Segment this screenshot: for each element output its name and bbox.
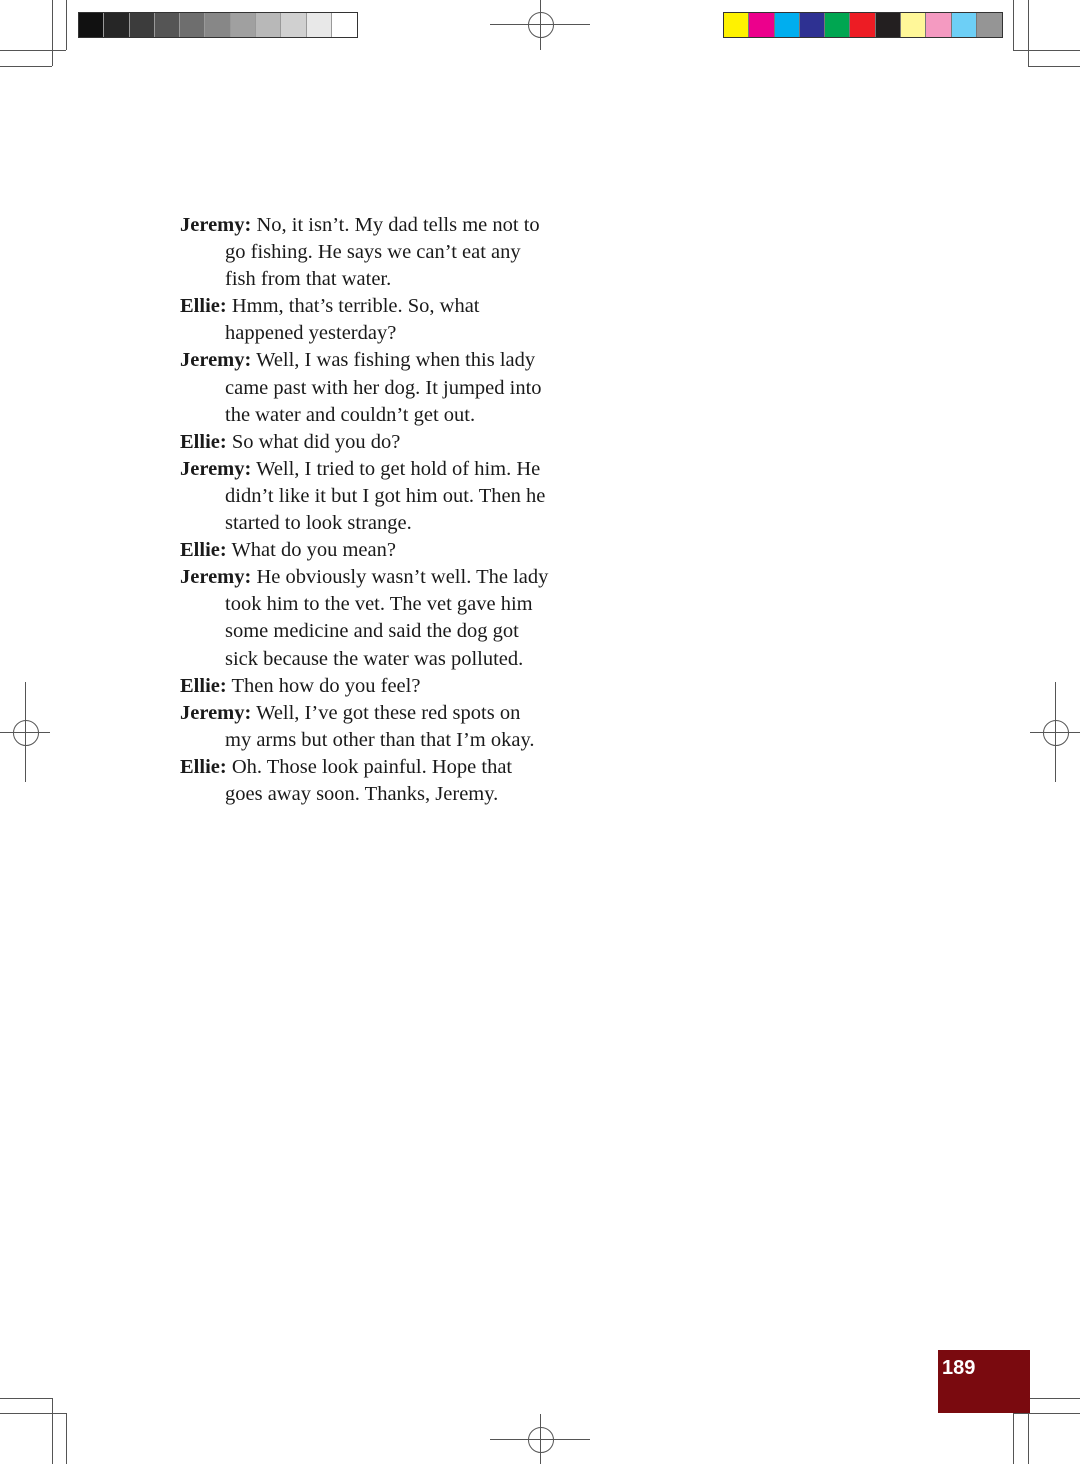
color-swatch <box>876 13 901 37</box>
color-swatch <box>749 13 774 37</box>
color-swatch <box>977 13 1002 37</box>
color-swatch <box>724 13 749 37</box>
color-swatch <box>800 13 825 37</box>
page-number: 189 <box>942 1357 976 1379</box>
cmyk-color-bar <box>723 12 1003 38</box>
dialogue-line <box>180 456 550 537</box>
gray-swatch <box>104 13 129 37</box>
gray-swatch <box>307 13 332 37</box>
speech-text: No, it isn’t. My dad tells me not to go fishing. He says we can’t eat any fish from that water. <box>225 214 540 291</box>
dialogue-line <box>180 293 550 347</box>
speaker-name: Ellie: <box>180 755 227 778</box>
gray-swatch <box>79 13 104 37</box>
gray-swatch <box>256 13 281 37</box>
dialogue-line <box>180 700 550 754</box>
speaker-name: Ellie: <box>180 430 227 453</box>
speaker-name: Jeremy: <box>180 701 252 724</box>
speech-text: What do you mean? <box>231 539 396 562</box>
dialogue-line <box>180 537 550 564</box>
color-swatch <box>952 13 977 37</box>
speaker-name: Ellie: <box>180 674 227 697</box>
dialogue-line <box>180 212 550 293</box>
speech-text: Hmm, that’s terrible. So, what happened yesterday? <box>225 295 480 345</box>
gray-swatch <box>231 13 256 37</box>
speaker-name: Jeremy: <box>180 214 252 236</box>
dialogue-text <box>180 212 550 808</box>
speaker-name: Jeremy: <box>180 566 252 589</box>
speaker-name: Jeremy: <box>180 457 252 480</box>
dialogue-line <box>180 347 550 428</box>
page-number-box <box>938 1350 1030 1413</box>
speech-text: Oh. Those look painful. Hope that goes away soon. Thanks, Jeremy. <box>225 755 513 805</box>
color-swatch <box>775 13 800 37</box>
color-swatch <box>901 13 926 37</box>
dialogue-line <box>180 429 550 456</box>
gray-swatch <box>130 13 155 37</box>
gray-swatch <box>155 13 180 37</box>
grayscale-color-bar <box>78 12 358 38</box>
speech-text: He obviously wasn’t well. The lady took him to the vet. The vet gave him some medicine and said the dog got sick because the water was polluted. <box>225 566 549 670</box>
speech-text: Well, I was fishing when this lady came past with her dog. It jumped into the water and couldn’t get out. <box>225 349 542 426</box>
gray-swatch <box>281 13 306 37</box>
speaker-name: Jeremy: <box>180 349 252 372</box>
speech-text: Then how do you feel? <box>231 674 421 697</box>
gray-swatch <box>180 13 205 37</box>
color-swatch <box>825 13 850 37</box>
speech-text: Well, I tried to get hold of him. He didn’t like it but I got him out. Then he started to look strange. <box>225 457 546 535</box>
dialogue-line <box>180 754 550 808</box>
dialogue-line <box>180 673 550 700</box>
gray-swatch <box>332 13 357 37</box>
color-swatch <box>926 13 951 37</box>
speaker-name: Ellie: <box>180 539 227 562</box>
speech-text: So what did you do? <box>231 430 401 453</box>
speech-text: Well, I’ve got these red spots on my arms but other than that I’m okay. <box>225 701 535 751</box>
gray-swatch <box>205 13 230 37</box>
color-swatch <box>850 13 875 37</box>
speaker-name: Ellie: <box>180 295 227 318</box>
dialogue-line <box>180 564 550 672</box>
